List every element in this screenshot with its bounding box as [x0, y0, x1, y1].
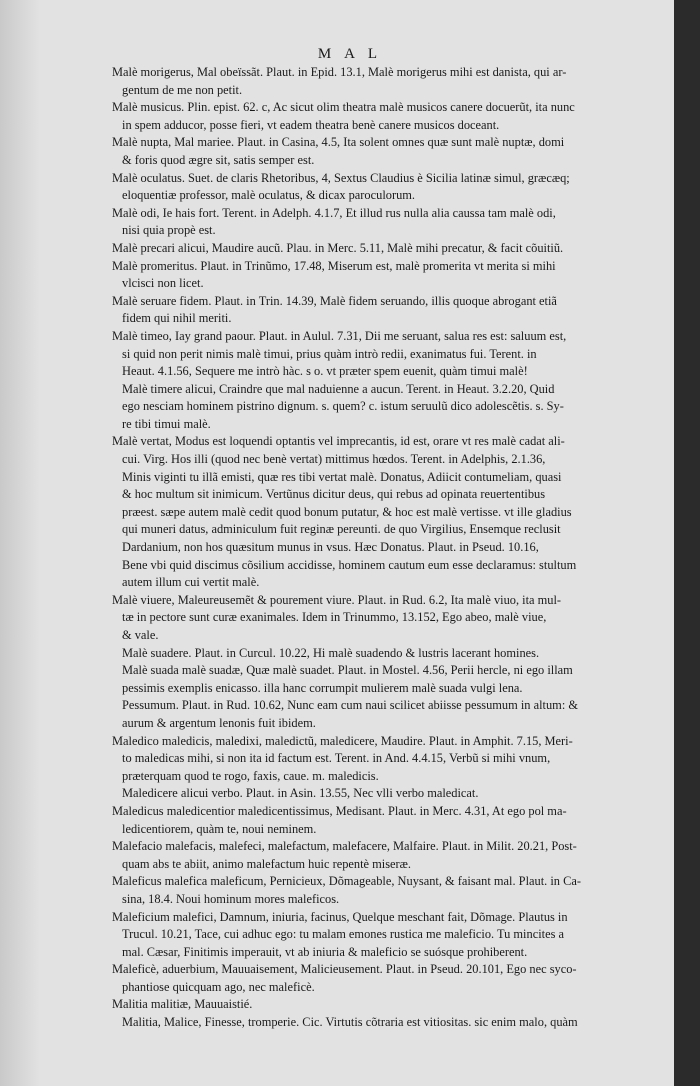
text-line: præterquam quod te rogo, faxis, caue. m. maledicis. — [122, 768, 379, 783]
text-line: Malè musicus. Plin. epist. 62. c, Ac sicut olim theatra malè musicos canere docuerũt, ita nunc — [112, 100, 575, 115]
text-line: & hoc multum sit inimicum. Vertũnus dicitur deus, qui rebus ad opinata reuertentibus — [122, 487, 546, 502]
text-line: ledicentiorem, quàm te, noui neminem. — [122, 821, 317, 836]
text-line: Malitia malitiæ, Mauuaistié. — [112, 997, 253, 1012]
text-line: Malitia, Malice, Finesse, tromperie. Cic. Virtutis cõtraria est vitiositas. sic enim malo, quàm — [122, 1015, 578, 1030]
text-line: Malè morigerus, Mal obeïssãt. Plaut. in Epid. 13.1, Malè morigerus mihi est danista, qui ar- — [112, 65, 567, 79]
text-line: Malè timere alicui, Craindre que mal naduienne a aucun. Terent. in Heaut. 3.2.20, Quid — [122, 381, 555, 396]
text-line: re tibi timui malè. — [122, 416, 211, 431]
text-line: phantiose quicquam ago, nec maleficè. — [122, 979, 315, 994]
page-edge — [674, 0, 700, 1086]
text-line: Maleficus malefica maleficum, Pernicieux, Dõmageable, Nuysant, & faisant mal. Plaut. in Ca- — [112, 874, 581, 889]
text-line: qui muneri datus, adminiculum fuit reginæ pereunti. de quo Virgilius, Ensemque reclusit — [122, 522, 561, 537]
text-line: Malè nupta, Mal mariee. Plaut. in Casina, 4.5, Ita solent omnes quæ sunt malè nuptæ, domi — [112, 135, 565, 150]
text-line: & vale. — [122, 628, 159, 642]
text-line: gentum de me non petit. — [122, 82, 243, 97]
text-line: Malè vertat, Modus est loquendi optantis vel imprecantis, id est, orare vt res malè cadat ali- — [112, 434, 565, 449]
text-line: Malè precari alicui, Maudire aucũ. Plau. in Merc. 5.11, Malè mihi precatur, & facit cõuitiũ. — [112, 240, 564, 255]
text-line: Minis viginti tu illã emisti, quæ res tibi vertat malè. Donatus, Adiicit contumeliam, quasi — [122, 469, 562, 484]
text-line: si quid non perit nimis malè timui, prius quàm intrò redii, exanimatus fui. Terent. in — [122, 346, 537, 361]
text-line: autem illum cui vertit malè. — [122, 575, 260, 590]
text-line: fidem qui nihil meriti. — [122, 311, 232, 326]
text-line: ego nesciam hominem pistrino dignum. s. quem? c. istum seruulũ dico adolescẽtis. s. Sy- — [122, 399, 564, 414]
text-line: Malè odi, Ie hais fort. Terent. in Adelph. 4.1.7, Et illud rus nulla alia caussa tam malè odi, — [112, 205, 556, 220]
text-line: præest. sæpe autem malè cedit quod bonum putatur, & hoc est malè vertisse. vt ille gladius — [122, 504, 572, 519]
dictionary-text-block — [112, 64, 672, 1032]
text-line: to maledicas mihi, si non ita id factum est. Terent. in And. 4.4.15, Verbũ si mihi vnum, — [122, 751, 551, 766]
text-line: Maledicere alicui verbo. Plaut. in Asin. 13.55, Nec vlli verbo maledicat. — [122, 786, 479, 801]
text-line: pessimis exemplis enicasso. illa hanc corrumpit mulierem malè suada vulgi lena. — [122, 680, 523, 695]
text-line: mal. Cæsar, Finitimis imperauit, vt ab iniuria & maleficio se suósque prohiberent. — [122, 944, 528, 959]
text-line: aurum & argentum lenonis fuit ibidem. — [122, 715, 316, 730]
text-line: Bene vbi quid discimus cõsilium accidisse, hominem cautum eum esse declaramus: stultum — [122, 557, 577, 572]
text-line: eloquentiæ professor, malè oculatus, & dicax paroculorum. — [122, 188, 416, 203]
text-line: Dardanium, non hos quæsitum munus in vsus. Hæc Donatus. Plaut. in Pseud. 10.16, — [122, 540, 539, 555]
gutter-shadow — [0, 0, 40, 1086]
text-line: Pessumum. Plaut. in Rud. 10.62, Nunc eam cum naui scilicet abiisse pessumum in altum: & — [122, 698, 578, 713]
running-head: M A L — [317, 46, 383, 62]
text-line: Maledico maledicis, maledixi, maledictũ, maledicere, Maudire. Plaut. in Amphit. 7.15, Meri- — [112, 733, 573, 748]
text-line: Malefacio malefacis, malefeci, malefactum, malefacere, Malfaire. Plaut. in Milit. 20.21, Post- — [112, 839, 577, 854]
text-line: vlcisci non licet. — [122, 276, 204, 291]
text-line: Heaut. 4.1.56, Sequere me intrò hàc. s o. vt præter spem euenit, quàm timui malè! — [122, 364, 528, 379]
text-line: Maleficè, aduerbium, Mauuaisement, Malicieusement. Plaut. in Pseud. 20.101, Ego nec syco- — [112, 962, 577, 977]
text-line: cui. Virg. Hos illi (quod nec benè vertat) mittimus hœdos. Terent. in Adelphis, 2.1.36, — [122, 452, 546, 467]
text-line: nisi quia propè est. — [122, 223, 216, 238]
text-line: & foris quod ægre sit, satis semper est. — [122, 152, 315, 167]
text-line: in spem adducor, posse fieri, vt eadem theatra benè canere musicos doceant. — [122, 117, 500, 132]
text-line: Malè seruare fidem. Plaut. in Trin. 14.39, Malè fidem seruando, illis quoque abrogant etiã — [112, 293, 557, 308]
text-line: tæ in pectore sunt curæ exanimales. Idem in Trinummo, 13.152, Ego abeo, malè viue, — [122, 610, 547, 625]
text-line: Malè timeo, Iay grand paour. Plaut. in Aulul. 7.31, Dii me seruant, salua res est: saluum est, — [112, 328, 567, 343]
text-line: sina, 18.4. Noui hominum mores maleficos. — [122, 891, 340, 906]
text-line: Malè viuere, Maleureusemẽt & pourement viure. Plaut. in Rud. 6.2, Ita malè viuo, ita mul- — [112, 592, 562, 607]
text-line: Maledicus maledicentior maledicentissimus, Medisant. Plaut. in Merc. 4.31, At ego pol ma- — [112, 803, 567, 818]
text-line: Malè oculatus. Suet. de claris Rhetoribus, 4, Sextus Claudius è Sicilia latinæ simul, græcæq; — [112, 170, 570, 185]
text-line: Malè promeritus. Plaut. in Trinũmo, 17.48, Miserum est, malè promerita vt merita si mihi — [112, 258, 556, 273]
text-line: Trucul. 10.21, Tace, cui adhuc ego: tu malam emones rustica me maleficio. Tu mincites a — [122, 927, 565, 942]
text-line: Malè suadere. Plaut. in Curcul. 10.22, Hi malè suadendo & lustris lacerant homines. — [122, 645, 540, 660]
text-line: Malè suada malè suadæ, Quæ malè suadet. Plaut. in Mostel. 4.56, Perii hercle, ni ego illam — [122, 663, 573, 678]
text-line: quam abs te abiit, animo malefactum huic repentè miseræ. — [122, 856, 412, 871]
text-line: Maleficium malefici, Damnum, iniuria, facinus, Quelque meschant fait, Dõmage. Plautus in — [112, 909, 568, 924]
